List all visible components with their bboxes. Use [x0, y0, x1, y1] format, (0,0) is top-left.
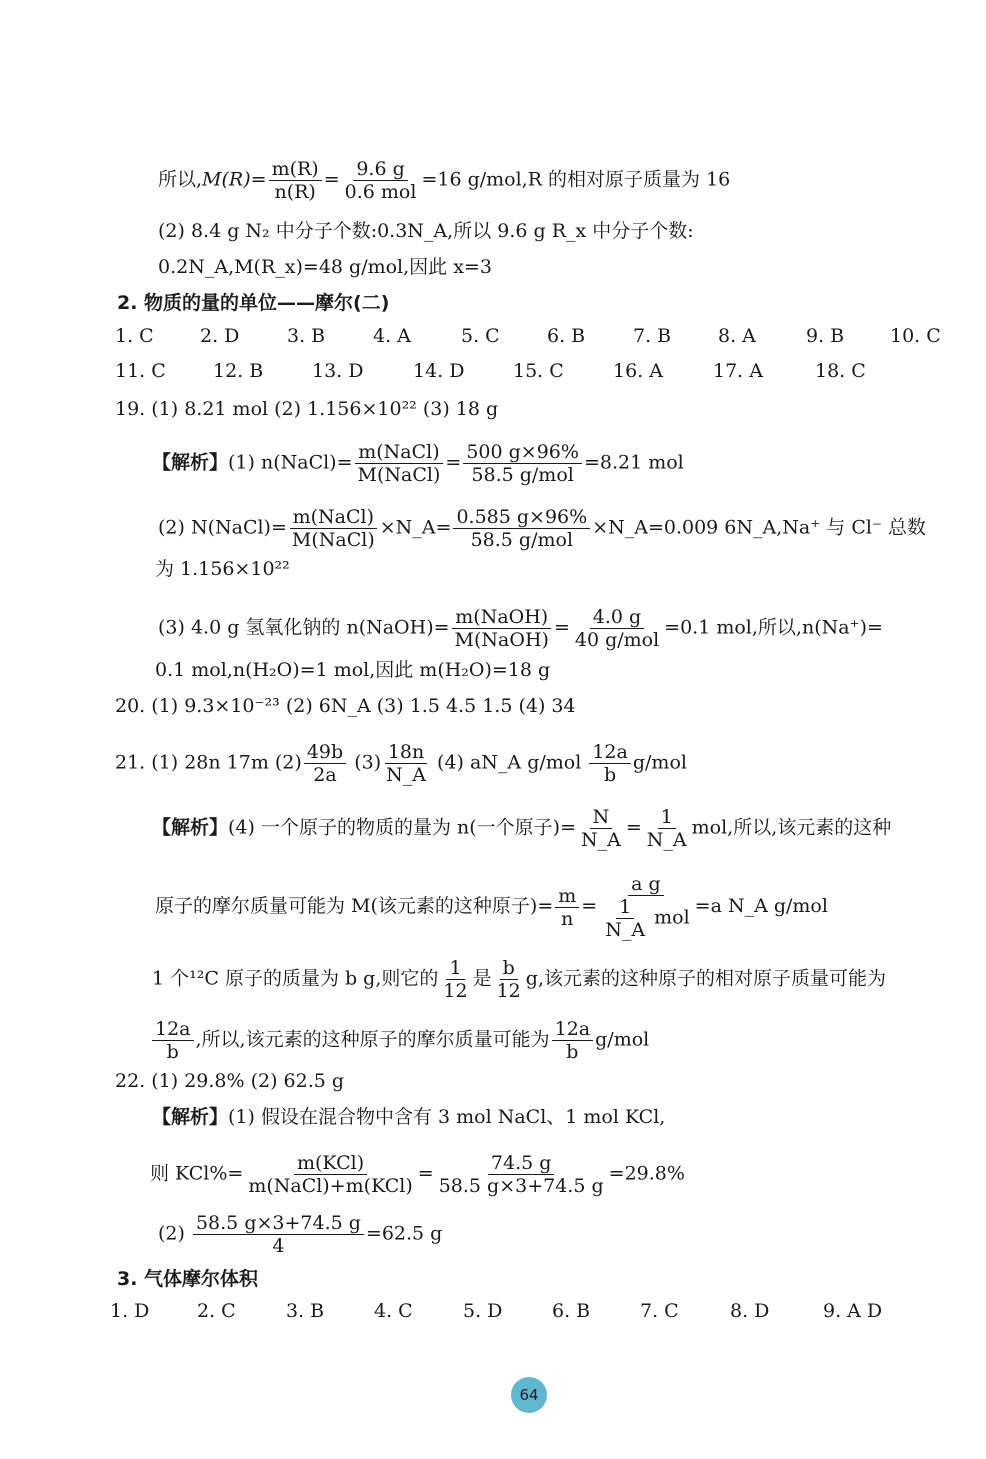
q19-analysis-1: 【解析】(1) n(NaCl)= $\frac{\text{m(NaCl)}}{\text{M(NaCl)}}$ = $\frac{500 g\times 96\%}{\text{58.5 g/mol}}$ =8.21 mol: [152, 441, 684, 486]
q22-analysis-1: 【解析】(1) 假设在混合物中含有 3 mol NaCl、1 mol KCl,: [152, 1106, 666, 1128]
q19-analysis-3: (3) 4.0 g 氢氧化钠的 n(NaOH)= $\frac{\text{m(NaOH)}}{\text{M(NaOH)}}$ = $\frac{4.0 g}{\text{40 g/mol}}$ =0.1 mol,所以,n(Na⁺)=: [158, 606, 883, 651]
answer: 5. D: [463, 1300, 503, 1322]
answer: 4. C: [374, 1300, 413, 1322]
q22-answer: 22. (1) 29.8% (2) 62.5 g: [115, 1070, 345, 1092]
answer: 1. C: [115, 325, 154, 347]
calc-line-2: (2) 8.4 g N₂ 中分子个数:0.3N_A,所以 9.6 g R_x 中分子个数:: [158, 220, 694, 242]
fraction: $\frac{12a}{b}$: [152, 1018, 194, 1063]
fraction: $\frac{\text{m(NaCl)}}{\text{M(NaCl)}}$: [289, 506, 378, 551]
answer: 17. A: [713, 360, 763, 382]
answer: 2. C: [197, 1300, 236, 1322]
fraction: $\frac{1}{12}$: [443, 957, 468, 1002]
q19-analysis-3b: 0.1 mol,n(H₂O)=1 mol,因此 m(H₂O)=18 g: [155, 659, 551, 681]
q21-analysis-1: 【解析】(4) 一个原子的物质的量为 n(一个原子)= $\frac{N}{N\_A}$ = $\frac{1}{N\_A}$ mol,所以,该元素的这种: [152, 806, 892, 851]
fraction: $\frac{N}{N\_A}$: [581, 806, 621, 851]
fraction: $\frac{58.5 g\times 3+74.5 g}{4}$: [193, 1212, 364, 1257]
fraction: $\frac{\text{m(NaOH)}}{\text{M(NaOH)}}$: [452, 606, 552, 651]
fraction: $\frac{74.5 g}{58.5 g\times 3+74.5 g}$: [438, 1152, 604, 1197]
fraction: $\frac{12a}{b}$: [589, 741, 631, 786]
answer: 9. A D: [823, 1300, 883, 1322]
answer: 11. C: [115, 360, 166, 382]
section-2-title: 2. 物质的量的单位——摩尔(二): [117, 292, 390, 314]
fraction: a g $\frac{1}{N\_A}$ mol: [599, 873, 692, 941]
answer: 10. C: [890, 325, 941, 347]
answer: 18. C: [815, 360, 866, 382]
analysis-label: 【解析】: [152, 451, 229, 474]
answer: 12. B: [213, 360, 264, 382]
fraction: $\frac{1}{N\_A}$: [605, 896, 646, 941]
calc-line-3: 0.2N_A,M(R_x)=48 g/mol,因此 x=3: [158, 256, 492, 278]
answer: 13. D: [312, 360, 364, 382]
analysis-label: 【解析】: [152, 816, 229, 839]
fraction: $\frac{0.585 g\times 96\%}{\text{58.5 g/mol}}$: [453, 506, 590, 551]
q19-analysis-2b: 为 1.156×10²²: [155, 558, 290, 580]
answer: 3. B: [286, 1300, 325, 1322]
answer: 8. A: [718, 325, 756, 347]
fraction: $\frac{1}{N\_A}$: [646, 806, 687, 851]
answer: 6. B: [552, 1300, 591, 1322]
page-number: 64: [511, 1377, 547, 1413]
answer: 14. D: [413, 360, 465, 382]
q21-analysis-4: $\frac{12a}{b}$ ,所以,该元素的这种原子的摩尔质量可能为 $\frac{12a}{b}$ g/mol: [150, 1018, 649, 1063]
answer: 2. D: [200, 325, 240, 347]
q21-analysis-3: 1 个¹²C 原子的质量为 b g,则它的 $\frac{1}{12}$ 是 $\frac{b}{12}$ g,该元素的这种原子的相对原子质量可能为: [152, 957, 886, 1002]
fraction: $\frac{m(R)}{n(R)}$: [269, 158, 322, 203]
fraction: $\frac{9.6 g}{\text{0.6 mol}}$: [344, 158, 417, 203]
answer: 4. A: [373, 325, 411, 347]
answer: 7. C: [640, 1300, 679, 1322]
answer: 1. D: [110, 1300, 150, 1322]
answer: 7. B: [633, 325, 672, 347]
fraction: $\frac{49b}{2a}$: [304, 741, 346, 786]
q20-answer: 20. (1) 9.3×10⁻²³ (2) 6N_A (3) 1.5 4.5 1.5 (4) 34: [115, 695, 576, 717]
analysis-label: 【解析】: [152, 1106, 229, 1128]
section-3-title: 3. 气体摩尔体积: [117, 1268, 259, 1290]
q22-analysis-2: 则 KCl%= $\frac{\text{m(KCl)}}{\text{m(NaCl)+m(KCl)}}$ = $\frac{74.5 g}{58.5 g\times 3+74.5 g}$ =29.8%: [150, 1152, 685, 1197]
fraction: $\frac{500 g\times 96\%}{\text{58.5 g/mol}}$: [463, 441, 582, 486]
answer: 5. C: [461, 325, 500, 347]
fraction: $\frac{\text{m(NaCl)}}{\text{M(NaCl)}}$: [355, 441, 444, 486]
answer: 3. B: [287, 325, 326, 347]
fraction: $\frac{12a}{b}$: [552, 1018, 594, 1063]
q19-answer: 19. (1) 8.21 mol (2) 1.156×10²² (3) 18 g: [115, 398, 499, 420]
fraction: $\frac{\text{m(KCl)}}{\text{m(NaCl)+m(KCl)}}$: [248, 1152, 413, 1197]
answer: 6. B: [547, 325, 586, 347]
fraction: $\frac{4.0 g}{\text{40 g/mol}}$: [574, 606, 660, 651]
q21-analysis-2: 原子的摩尔质量可能为 M(该元素的这种原子)= $\frac{m}{n}$ = a g $\frac{1}{N\_A}$ mol =a N_A g/mol: [155, 873, 828, 941]
answer: 9. B: [806, 325, 845, 347]
q21-answer: 21. (1) 28n 17m (2) $\frac{49b}{2a}$ (3) $\frac{18n}{N\_A}$ (4) aN_A g/mol $\frac{12a}{b}$ g/mol: [115, 741, 687, 786]
fraction: $\frac{m}{n}$: [555, 885, 579, 930]
answer: 15. C: [513, 360, 564, 382]
fraction: $\frac{b}{12}$: [496, 957, 521, 1002]
fraction: $\frac{18n}{N\_A}$: [386, 741, 426, 786]
q19-analysis-2: (2) N(NaCl)= $\frac{\text{m(NaCl)}}{\text{M(NaCl)}}$ ×N_A= $\frac{0.585 g\times 96\%}{\text{58.5 g/mol}}$ ×N_A=0.009 6N_A,Na⁺ 与 Cl⁻ 总数: [158, 506, 927, 551]
calc-line-1: 所以,M(R)= $\frac{m(R)}{n(R)}$ = $\frac{9.6 g}{\text{0.6 mol}}$ =16 g/mol,R 的相对原子质量为 16: [158, 158, 731, 203]
answer: 8. D: [730, 1300, 770, 1322]
answer: 16. A: [613, 360, 663, 382]
q22-analysis-3: (2) $\frac{58.5 g\times 3+74.5 g}{4}$ =62.5 g: [158, 1212, 443, 1257]
